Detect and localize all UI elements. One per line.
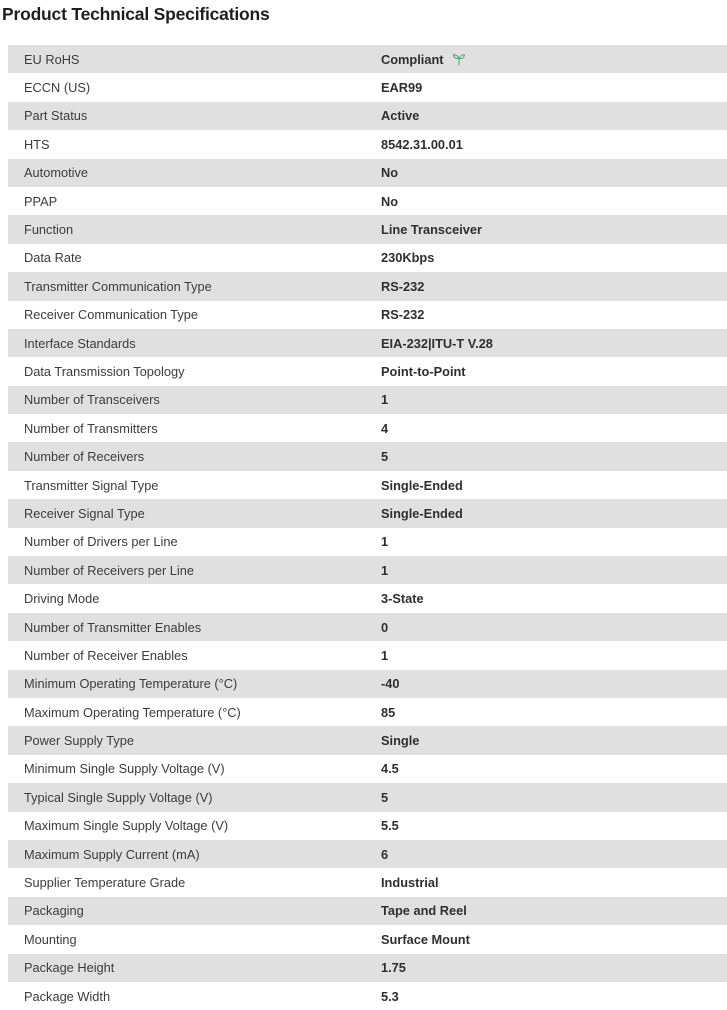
spec-label: Number of Receivers	[24, 449, 145, 465]
spec-label: Number of Transmitter Enables	[24, 619, 202, 635]
spec-value-text: 1	[381, 647, 389, 663]
spec-value-text: 5	[381, 449, 389, 465]
spec-value-text: Active	[381, 108, 420, 124]
spec-label: Package Width	[24, 988, 111, 1004]
spec-label: Function	[24, 222, 74, 238]
spec-value	[373, 80, 727, 95]
table-row	[8, 272, 727, 300]
spec-value-text: 3-State	[381, 591, 424, 607]
table-row	[8, 442, 727, 470]
spec-label: Maximum Operating Temperature (°C)	[24, 704, 241, 720]
spec-value-text: 1	[381, 534, 389, 550]
table-row	[8, 783, 727, 811]
table-row	[8, 159, 727, 187]
spec-label: Number of Drivers per Line	[24, 534, 178, 550]
spec-value	[373, 676, 727, 691]
table-row	[8, 215, 727, 243]
spec-value	[373, 364, 727, 379]
spec-label: ECCN (US)	[24, 80, 91, 96]
table-row	[8, 386, 727, 414]
spec-value	[373, 137, 727, 152]
spec-value	[373, 222, 727, 237]
spec-value-text: Surface Mount	[381, 931, 470, 947]
spec-value-text: No	[381, 193, 399, 209]
spec-value	[373, 108, 727, 123]
spec-label: Part Status	[24, 108, 88, 124]
spec-value-text: 4	[381, 420, 389, 436]
spec-value	[373, 534, 727, 549]
table-row	[8, 726, 727, 754]
spec-value	[373, 250, 727, 265]
spec-value-text: Single-Ended	[381, 477, 463, 493]
table-row	[8, 584, 727, 612]
spec-value	[373, 648, 727, 663]
table-row	[8, 755, 727, 783]
table-row	[8, 45, 727, 73]
table-row	[8, 187, 727, 215]
spec-value-text: Point-to-Point	[381, 363, 466, 379]
spec-value-text: No	[381, 165, 399, 181]
table-row	[8, 301, 727, 329]
table-row	[8, 670, 727, 698]
spec-value-text: 8542.31.00.01	[381, 136, 463, 152]
spec-value	[373, 307, 727, 322]
spec-value-text: Industrial	[381, 875, 439, 891]
spec-value	[373, 847, 727, 862]
spec-label: Supplier Temperature Grade	[24, 875, 186, 891]
table-row	[8, 613, 727, 641]
table-row	[8, 954, 727, 982]
spec-label: Maximum Supply Current (mA)	[24, 846, 200, 862]
table-row	[8, 528, 727, 556]
spec-value	[373, 818, 727, 833]
spec-label: Data Rate	[24, 250, 82, 266]
page-title: Product Technical Specifications	[2, 4, 270, 24]
spec-value-text: 4.5	[381, 761, 399, 777]
table-row	[8, 897, 727, 925]
spec-value	[373, 336, 727, 351]
spec-label: Packaging	[24, 903, 84, 919]
spec-value	[373, 960, 727, 975]
spec-value-text: -40	[381, 676, 400, 692]
spec-label: Power Supply Type	[24, 733, 135, 749]
spec-value-text: Line Transceiver	[381, 222, 483, 238]
spec-value	[373, 903, 727, 918]
spec-label: Typical Single Supply Voltage (V)	[24, 789, 213, 805]
table-row	[8, 414, 727, 442]
table-row	[8, 812, 727, 840]
spec-label: Number of Receiver Enables	[24, 647, 188, 663]
spec-label: Minimum Single Supply Voltage (V)	[24, 761, 225, 777]
spec-label: Transmitter Signal Type	[24, 477, 159, 493]
spec-label: PPAP	[24, 193, 58, 209]
table-row	[8, 868, 727, 896]
spec-value	[373, 449, 727, 464]
table-row	[8, 329, 727, 357]
table-row	[8, 73, 727, 101]
spec-value-text: 6	[381, 846, 389, 862]
rohs-compliant-leaf-icon	[452, 52, 466, 66]
spec-label: Receiver Signal Type	[24, 505, 145, 521]
spec-value	[373, 563, 727, 578]
spec-value-text: EIA-232|ITU-T V.28	[381, 335, 493, 351]
table-row	[8, 471, 727, 499]
spec-value	[373, 392, 727, 407]
table-row	[8, 357, 727, 385]
spec-value-text: 1.75	[381, 960, 406, 976]
spec-label: Number of Transmitters	[24, 420, 158, 436]
table-row	[8, 244, 727, 272]
spec-label: Receiver Communication Type	[24, 307, 199, 323]
spec-value-text: RS-232	[381, 307, 425, 323]
spec-value	[373, 875, 727, 890]
table-row	[8, 840, 727, 868]
spec-value	[373, 506, 727, 521]
spec-value-text: 230Kbps	[381, 250, 435, 266]
spec-value	[373, 790, 727, 805]
spec-label: EU RoHS	[24, 51, 80, 67]
spec-value	[373, 761, 727, 776]
spec-value-text: Compliant	[381, 51, 444, 67]
spec-value	[373, 932, 727, 947]
spec-value	[373, 989, 727, 1004]
table-row	[8, 499, 727, 527]
spec-table	[8, 45, 727, 1010]
table-row	[8, 925, 727, 953]
spec-value-text: 85	[381, 704, 396, 720]
spec-value	[373, 194, 727, 209]
table-row	[8, 130, 727, 158]
spec-value-text: 1	[381, 562, 389, 578]
spec-label: Data Transmission Topology	[24, 363, 185, 379]
spec-label: Driving Mode	[24, 591, 100, 607]
spec-value	[373, 705, 727, 720]
spec-label: Minimum Operating Temperature (°C)	[24, 676, 238, 692]
table-row	[8, 641, 727, 669]
spec-value	[373, 591, 727, 606]
table-row	[8, 698, 727, 726]
spec-value-text: 1	[381, 392, 389, 408]
spec-value	[373, 620, 727, 635]
spec-label: Number of Receivers per Line	[24, 562, 194, 578]
spec-value	[373, 52, 727, 67]
spec-value-text: 5	[381, 789, 389, 805]
spec-label: HTS	[24, 136, 50, 152]
spec-value-text: Tape and Reel	[381, 903, 467, 919]
spec-label: Maximum Single Supply Voltage (V)	[24, 818, 229, 834]
spec-value	[373, 421, 727, 436]
spec-label: Transmitter Communication Type	[24, 278, 212, 294]
spec-value-text: 5.3	[381, 988, 399, 1004]
spec-value	[373, 165, 727, 180]
spec-label: Number of Transceivers	[24, 392, 160, 408]
table-row	[8, 982, 727, 1010]
table-row	[8, 102, 727, 130]
spec-value-text: EAR99	[381, 80, 423, 96]
spec-value	[373, 478, 727, 493]
spec-value	[373, 733, 727, 748]
spec-value-text: Single	[381, 733, 420, 749]
spec-label: Interface Standards	[24, 335, 136, 351]
spec-value-text: 0	[381, 619, 389, 635]
spec-value-text: 5.5	[381, 818, 399, 834]
spec-label: Automotive	[24, 165, 89, 181]
spec-label: Package Height	[24, 960, 115, 976]
spec-value	[373, 279, 727, 294]
spec-label: Mounting	[24, 931, 77, 947]
spec-value-text: Single-Ended	[381, 505, 463, 521]
spec-value-text: RS-232	[381, 278, 425, 294]
table-row	[8, 556, 727, 584]
